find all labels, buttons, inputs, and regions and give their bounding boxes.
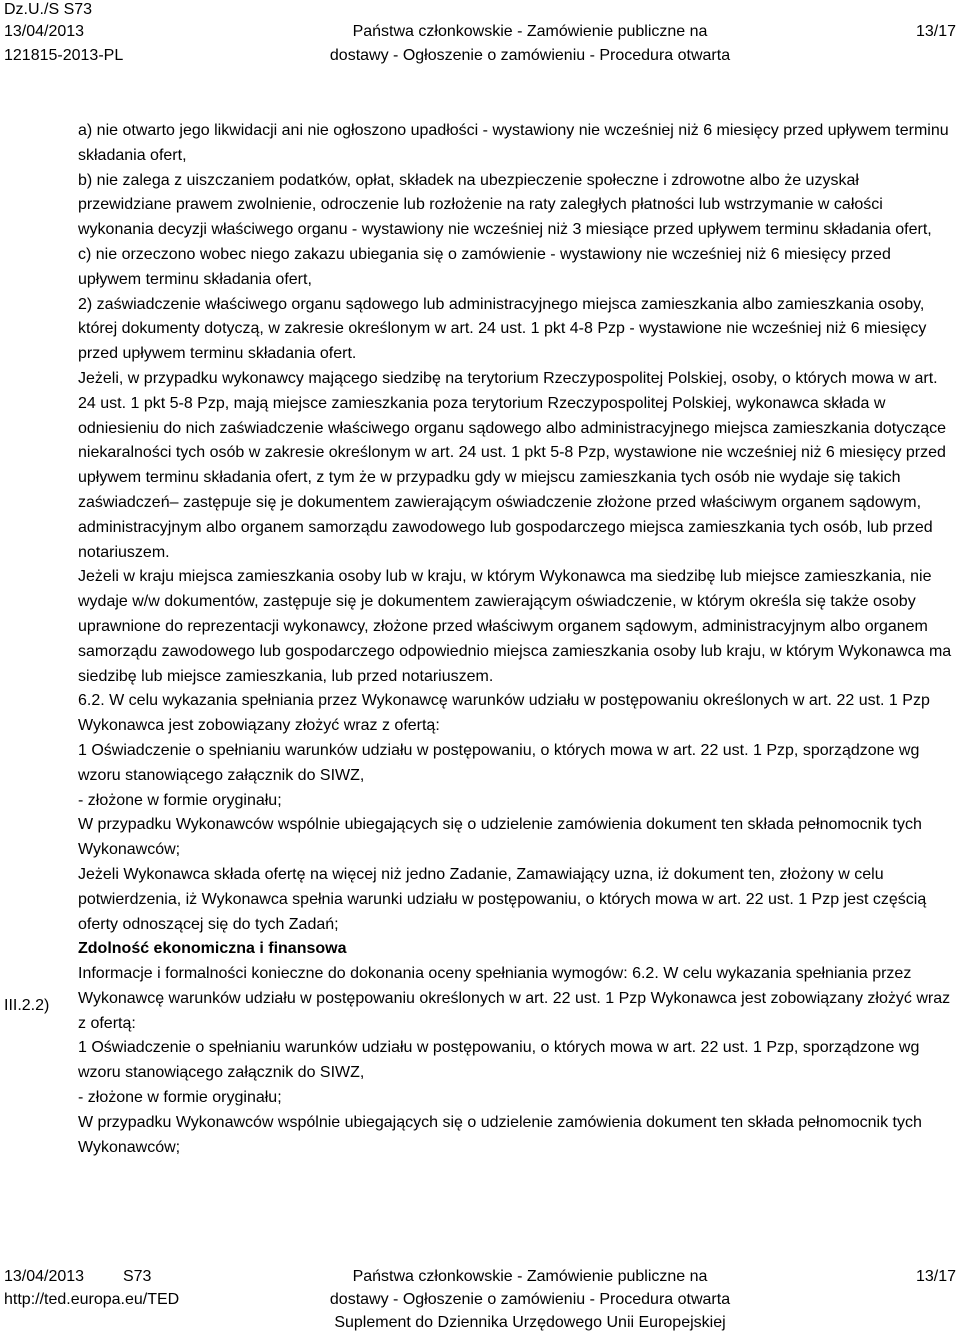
footer-series: S73 <box>122 1268 152 1285</box>
paragraph-6-2: 6.2. W celu wykazania spełniania przez Wykonawcę warunków udziału w postępowaniu określonych w art. 22 ust. 1 Pzp Wykonawca jest zobowiązany złożyć wraz z ofertą: <box>78 692 930 735</box>
section-title: Zdolność ekonomiczna i finansowa <box>78 940 347 958</box>
section-number-label: III.2.2) <box>4 997 50 1014</box>
header-date: 13/04/2013 <box>4 23 85 40</box>
footer-page-number: 13/17 <box>915 1268 956 1285</box>
footer-url: http://ted.europa.eu/TED <box>4 1291 180 1308</box>
header-title-line2: dostawy - Ogłoszenie o zamówieniu - Procedura otwarta <box>329 47 731 64</box>
paragraph-statement-1: 1 Oświadczenie o spełnianiu warunków udziału w postępowaniu, o których mowa w art. 22 ust. 1 Pzp, sporządzone wg wzoru stanowiącego załącznik do SIWZ, <box>78 741 920 784</box>
paragraph-foreign-residence: Jeżeli, w przypadku wykonawcy mającego siedzibę na terytorium Rzeczypospolitej Polskiej, osoby, o których mowa w art. 24 ust. 1 pkt 5-8 Pzp, mają miejsce zamieszkania poza terytorium Rzeczypospolitej Polskiej, wykonawca składa w odniesieniu do nich zaświadczenie właściwego organu sądowego albo administracyjnego miejsca zamieszkania dotyczące niekaralności tych osób w zakresie określonym w art. 24 ust. 1 pkt 5-8 Pzp, wystawione nie wcześniej niż 6 miesięcy przed upływem terminu składania ofert, z tym że w przypadku gdy w miejscu zamieszkania tych osób nie wydaje się takich zaświadczeń– zastępuje się je dokumentem zawierającym oświadczenie złożone przed właściwym organem sądowym, administracyjnym albo organem samorządu zawodowego lub gospodarczego miejsca zamieszkania tych osób, lub przed notariuszem. <box>78 369 947 561</box>
document-body <box>78 119 956 1160</box>
paragraph-original-form: - złożone w formie oryginału; <box>78 791 282 809</box>
paragraph-multiple-tasks: Jeżeli Wykonawca składa ofertę na więcej niż jedno Zadanie, Zamawiający uzna, iż dokument ten, złożony w celu potwierdzenia, iż Wykonawca spełnia warunki udziału w postępowaniu, o których mowa w art. 22 ust. 1 Pzp jest częścią oferty odnoszącej się do tych Zadań; <box>78 865 927 933</box>
footer-date-series <box>4 1265 151 1289</box>
paragraph-a: a) nie otwarto jego likwidacji ani nie ogłoszono upadłości - wystawiony nie wcześniej niż 6 miesięcy przed upływem terminu składania ofert, <box>78 122 949 164</box>
paragraph-joint-contractors: W przypadku Wykonawców wspólnie ubiegających się o udzielenie zamówienia dokument ten składa pełnomocnik tych Wykonawców; <box>78 816 922 859</box>
page-footer <box>0 1263 960 1334</box>
paragraph-2: 2) zaświadczenie właściwego organu sądowego lub administracyjnego miejsca zamieszkania albo zamieszkania osoby, której dokumenty dotyczą, w zakresie określonym w art. 24 ust. 1 pkt 4-8 Pzp - wystawione nie wcześniej niż 6 miesięcy przed upływem terminu składania ofert. <box>78 295 927 363</box>
header-page-number: 13/17 <box>915 23 956 40</box>
paragraph-c: c) nie orzeczono wobec niego zakazu ubiegania się o zamówienie - wystawiony nie wcześniej niż 6 miesięcy przed upływem terminu składania ofert, <box>78 245 891 288</box>
paragraph-no-documents: Jeżeli w kraju miejsca zamieszkania osoby lub w kraju, w którym Wykonawca ma siedzibę lub miejsce zamieszkania, nie wydaje w/w dokumentów, zastępuje się je dokumentem zawierającym oświadczenie, w którym określa się także osoby uprawnione do reprezentacji wykonawcy, złożone przed właściwym organem sądowym, administracyjnym albo organem samorządu zawodowego lub gospodarczego odpowiednio miejsca zamieszkania osoby lub kraju, w którym Wykonawca ma siedzibę lub miejsce zamieszkania, lub przed notariuszem. <box>78 568 952 685</box>
paragraph-b: b) nie zalega z uiszczaniem podatków, opłat, składek na ubezpieczenie społeczne i zdrowotne albo że uzyskał przewidziane prawem zwolnienie, odroczenie lub rozłożenie na raty zaległych płatności lub wstrzymanie w całości wykonania decyzji właściwego organu - wystawiony nie wcześniej niż 3 miesiące przed upływem terminu składania ofert, <box>78 171 932 239</box>
section-paragraph-original-form: - złożone w formie oryginału; <box>78 1089 282 1107</box>
footer-title-line1: Państwa członkowskie - Zamówienie publiczne na <box>352 1268 708 1285</box>
section-paragraph-info: Informacje i formalności konieczne do dokonania oceny spełniania wymogów: 6.2. W celu wykazania spełniania przez Wykonawcę warunków udziału w postępowaniu określonych w art. 22 ust. 1 Pzp Wykonawca jest zobowiązany złożyć wraz z ofertą: <box>78 965 951 1032</box>
footer-title-line2: dostawy - Ogłoszenie o zamówieniu - Procedura otwarta <box>329 1291 731 1308</box>
header-title-line1: Państwa członkowskie - Zamówienie publiczne na <box>352 23 708 40</box>
footer-title-line3: Suplement do Dziennika Urzędowego Unii Europejskiej <box>334 1314 726 1331</box>
page-header <box>0 0 960 72</box>
header-doc-ref: Dz.U./S S73 <box>4 1 93 18</box>
header-notice-id: 121815-2013-PL <box>4 47 124 64</box>
footer-date: 13/04/2013 <box>4 1268 85 1285</box>
section-paragraph-joint-contractors: W przypadku Wykonawców wspólnie ubiegających się o udzielenie zamówienia dokument ten składa pełnomocnik tych Wykonawców; <box>78 1113 922 1156</box>
section-paragraph-statement-1: 1 Oświadczenie o spełnianiu warunków udziału w postępowaniu, o których mowa w art. 22 ust. 1 Pzp, sporządzone wg wzoru stanowiącego załącznik do SIWZ, <box>78 1039 920 1082</box>
